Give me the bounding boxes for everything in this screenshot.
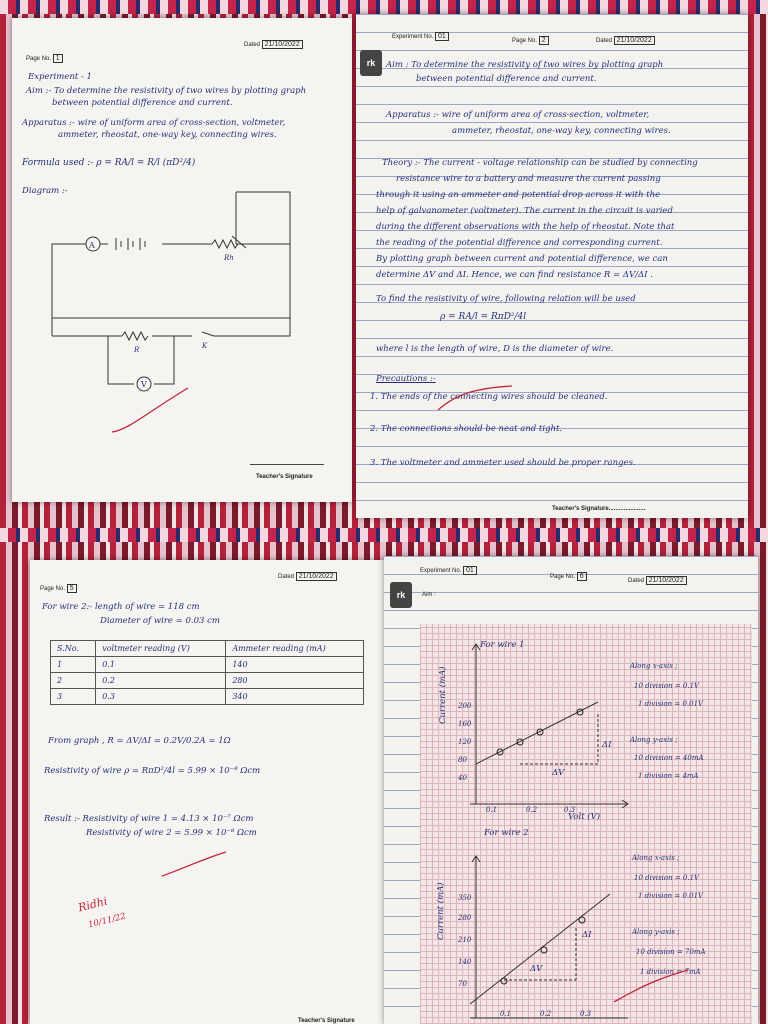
graph-1-note: 1 division = 4mA bbox=[638, 772, 699, 780]
graph-1-delta-i: ΔI bbox=[602, 740, 612, 750]
apparatus-line-2: ammeter, rheostat, one-way key, connecting wires. bbox=[452, 126, 671, 136]
graph-2-xtick: 0.3 bbox=[580, 1010, 592, 1018]
fabric-band-top bbox=[0, 0, 768, 14]
page-no-label: Page No. 2 bbox=[512, 36, 550, 45]
graph-1-title: For wire 1 bbox=[480, 640, 525, 650]
teacher-check-mark bbox=[108, 382, 198, 442]
aim-line-1: Aim :- To determine the resistivity of two wires by plotting graph bbox=[26, 86, 307, 96]
school-logo: rk bbox=[390, 582, 412, 608]
observation-table bbox=[50, 640, 364, 705]
graph-2-note: Along x-axis ; bbox=[632, 854, 680, 862]
graph-1-ytick: 160 bbox=[458, 720, 472, 728]
graph-1-xlabel: Volt (V) bbox=[568, 812, 601, 822]
apparatus-line-2: ammeter, rheostat, one-way key, connecting wires. bbox=[58, 130, 277, 140]
graph-2-ylabel: Current (mA) bbox=[436, 882, 446, 940]
teacher-initials-date: 10/11/22 bbox=[87, 911, 127, 931]
graph-2-note: 1 division = 7mA bbox=[640, 968, 701, 976]
theory-line-5: during the different observations with the help of rheostat. Note that bbox=[376, 222, 675, 232]
dated-label: Dated 21/10/2022 bbox=[596, 36, 656, 45]
page-no-label: Page No. 1 bbox=[26, 54, 64, 63]
apparatus-line-1: Apparatus :- wire of uniform area of cross-section, voltmeter, bbox=[386, 110, 650, 120]
graph-1-note: 1 division = 0.01V bbox=[638, 700, 704, 708]
dated-label: Dated 21/10/2022 bbox=[244, 40, 304, 49]
graph-2-ytick: 350 bbox=[458, 894, 472, 902]
graph-2-ytick: 70 bbox=[458, 980, 467, 988]
fabric-band-middle bbox=[0, 528, 768, 542]
graph-1-delta-v: ΔV bbox=[552, 768, 565, 778]
graph-2-note: 1 division = 0.01V bbox=[638, 892, 704, 900]
table-cell: 340 bbox=[226, 689, 364, 705]
notebook-page-4 bbox=[384, 556, 758, 1024]
graph-1-ytick: 120 bbox=[458, 738, 472, 746]
resistivity-calculation: Resistivity of wire ρ = RπD²/4l = 5.99 × 10⁻⁸ Ωcm bbox=[44, 766, 261, 776]
table-row bbox=[51, 673, 364, 689]
experiment-title: Experiment - 1 bbox=[28, 72, 92, 82]
aim-line-1: Aim : To determine the resistivity of two wires by plotting graph bbox=[386, 60, 664, 70]
school-logo: rk bbox=[360, 50, 382, 76]
graph-2-ytick: 280 bbox=[458, 914, 472, 922]
voltmeter-label: V bbox=[141, 380, 147, 389]
aim-line-2: between potential difference and current. bbox=[52, 98, 233, 108]
table-cell: 1 bbox=[51, 657, 96, 673]
page-no-label: Page No. 6 bbox=[550, 572, 588, 581]
graph-2-ytick: 210 bbox=[458, 936, 472, 944]
ammeter-label: A bbox=[89, 241, 95, 250]
table-row bbox=[51, 657, 364, 673]
table-cell: 0.1 bbox=[96, 657, 226, 673]
table-header: Ammeter reading (mA) bbox=[226, 641, 364, 657]
graph-2-xtick: 0.2 bbox=[540, 1010, 552, 1018]
signature-line bbox=[250, 464, 324, 465]
where-line: where l is the length of wire, D is the diameter of wire. bbox=[376, 344, 614, 354]
graph-1-ylabel: Current (mA) bbox=[438, 666, 448, 724]
graph-2-note: Along y-axis ; bbox=[632, 928, 680, 936]
table-cell: 0.2 bbox=[96, 673, 226, 689]
precaution-1: 1. The ends of the connecting wires should be cleaned. bbox=[370, 392, 608, 402]
theory-line-3: through it using an ammeter and potential drop across it with the bbox=[376, 190, 661, 200]
table-row bbox=[51, 689, 364, 705]
aim-label: Aim : bbox=[422, 592, 436, 598]
teacher-signature-label: Teacher's Signature bbox=[298, 1018, 355, 1024]
result-line-2: Resistivity of wire 2 = 5.99 × 10⁻⁸ Ωcm bbox=[86, 828, 257, 838]
graph-1-note: 10 division = 0.1V bbox=[634, 682, 700, 690]
teacher-signature-label: Teacher's Signature...................... bbox=[552, 506, 646, 512]
experiment-no-label: Experiment No. 01 bbox=[420, 566, 478, 575]
dated-label: Dated 21/10/2022 bbox=[628, 576, 688, 585]
graph-2-title: For wire 2 bbox=[484, 828, 529, 838]
graph-1-xtick: 0.2 bbox=[526, 806, 538, 814]
from-graph-resistance: From graph , R = ΔV/ΔI = 0.2V/0.2A = 1Ω bbox=[48, 736, 231, 746]
graph-1-xtick: 0.1 bbox=[486, 806, 498, 814]
precautions-title: Precautions :- bbox=[376, 374, 436, 384]
circuit-diagram bbox=[42, 188, 322, 398]
theory-line-6: the reading of the potential difference and corresponding current. bbox=[376, 238, 663, 248]
graph-2-ytick: 140 bbox=[458, 958, 472, 966]
precaution-3: 3. The voltmeter and ammeter used should be proper ranges. bbox=[370, 458, 636, 468]
graph-2-delta-v: ΔV bbox=[530, 964, 543, 974]
graph-1-note: 10 division = 40mA bbox=[634, 754, 704, 762]
teacher-check-mark bbox=[436, 384, 516, 414]
table-cell: 280 bbox=[226, 673, 364, 689]
graph-1-ytick: 80 bbox=[458, 756, 467, 764]
table-header-row bbox=[51, 641, 364, 657]
wire-2-length: For wire 2:- length of wire = 118 cm bbox=[42, 602, 200, 612]
page-no-label: Page No. 5 bbox=[40, 584, 78, 593]
table-cell: 140 bbox=[226, 657, 364, 673]
graph-1-ytick: 200 bbox=[458, 702, 472, 710]
teacher-check-mark bbox=[612, 966, 692, 1006]
notebook-page-3 bbox=[30, 560, 384, 1024]
resistor-label: R bbox=[134, 346, 140, 354]
theory-line-2: resistance wire to a battery and measure the current passing bbox=[396, 174, 661, 184]
apparatus-line-1: Apparatus :- wire of uniform area of cross-section, voltmeter, bbox=[22, 118, 286, 128]
table-cell: 2 bbox=[51, 673, 96, 689]
rheostat-label: Rh bbox=[224, 254, 234, 262]
graph-1-xtick: 0.3 bbox=[564, 806, 576, 814]
table-header: voltmeter reading (V) bbox=[96, 641, 226, 657]
theory-line-4: help of galvanometer (voltmeter). The current in the circuit is varied bbox=[376, 206, 673, 216]
resistivity-relation: ρ = RA/l = RπD²/4l bbox=[440, 312, 527, 322]
key-label: K bbox=[202, 342, 208, 350]
formula-used: Formula used :- ρ = RA/l = R/l (πD²/4) bbox=[22, 158, 196, 168]
wire-2-diameter: Diameter of wire = 0.03 cm bbox=[100, 616, 220, 626]
dated-label: Dated 21/10/2022 bbox=[278, 572, 338, 581]
graph-2-note: 10 division = 0.1V bbox=[634, 874, 700, 882]
theory-line-7: By plotting graph between current and potential difference, we can bbox=[376, 254, 668, 264]
aim-line-2: between potential difference and current. bbox=[416, 74, 597, 84]
graph-2-delta-i: ΔI bbox=[582, 930, 592, 940]
graph-2-note: 10 division = 70mA bbox=[636, 948, 706, 956]
result-line-1: Result :- Resistivity of wire 1 = 4.13 × 10⁻⁷ Ωcm bbox=[44, 814, 254, 824]
diagram-label: Diagram :- bbox=[22, 186, 68, 196]
table-cell: 0.3 bbox=[96, 689, 226, 705]
teacher-check-mark bbox=[160, 850, 230, 880]
theory-line-8: determine ΔV and ΔI. Hence, we can find resistance R = ΔV/ΔI . bbox=[376, 270, 653, 280]
notebook-page-1 bbox=[12, 18, 352, 502]
graph-1-ytick: 40 bbox=[458, 774, 467, 782]
precaution-2: 2. The connections should be neat and tight. bbox=[370, 424, 563, 434]
table-header: S.No. bbox=[51, 641, 96, 657]
theory-line-1: Theory :- The current - voltage relationship can be studied by connecting bbox=[382, 158, 698, 168]
notebook-page-2 bbox=[356, 14, 748, 518]
find-resistivity-line: To find the resistivity of wire, following relation will be used bbox=[376, 294, 636, 304]
table-cell: 3 bbox=[51, 689, 96, 705]
experiment-no-label: Experiment No. 01 bbox=[392, 32, 450, 41]
teacher-signature-label: Teacher's Signature bbox=[256, 474, 313, 480]
graph-1-note: Along y-axis ; bbox=[630, 736, 678, 744]
teacher-initials: Ridhi bbox=[76, 894, 109, 915]
battery-symbol bbox=[116, 238, 145, 250]
graph-2-xtick: 0.1 bbox=[500, 1010, 512, 1018]
graph-1-note: Along x-axis ; bbox=[630, 662, 678, 670]
